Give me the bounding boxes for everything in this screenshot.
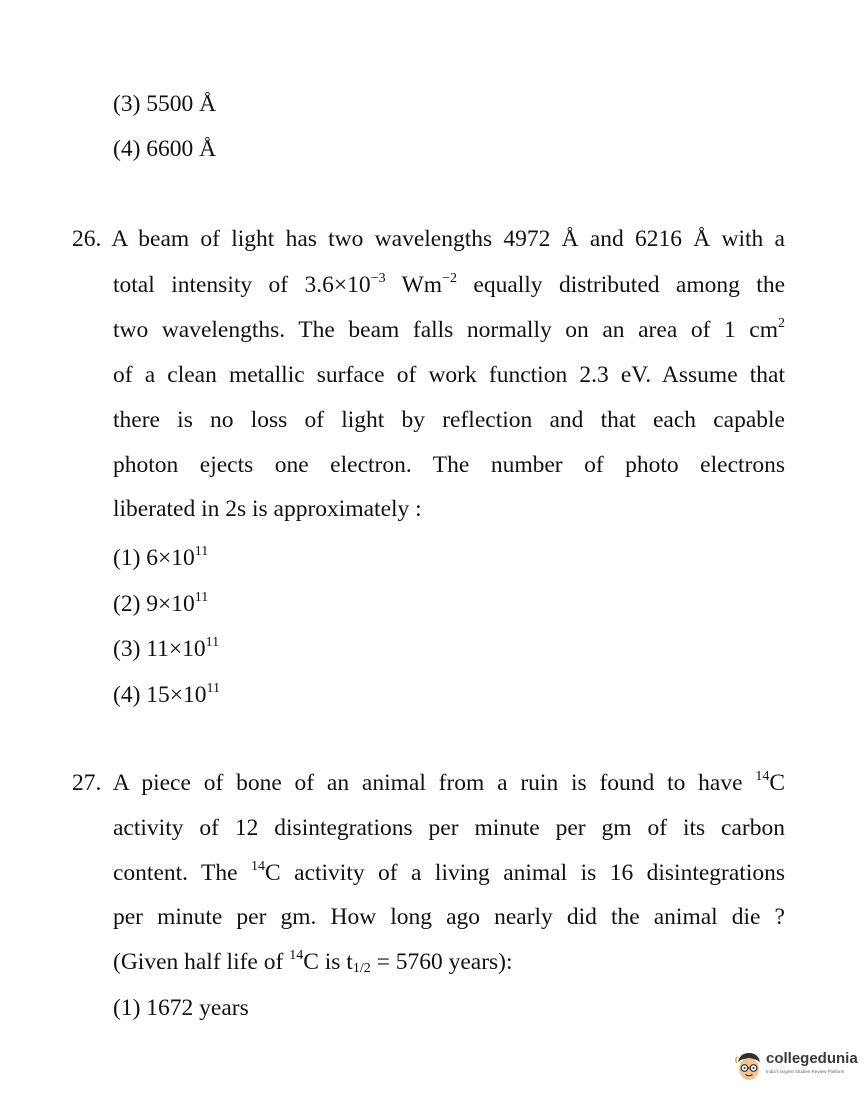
- q27-option-1: (1) 1672 years: [113, 995, 249, 1021]
- q27-line-3: content. The $^{14}$C activity of a living animal is 16 disintegrations: [113, 859, 785, 886]
- q27-line-5: (Given half life of $^{14}$C is $t_{1/2} = 5760$ years):: [113, 948, 513, 976]
- q26-line-3: two wavelengths. The beam falls normally on an area of 1 $cm^2$: [113, 316, 785, 343]
- q25-option-4: (4) 6600 Å: [113, 136, 217, 162]
- q26-line-6: photon ejects one electron. The number of photo electrons: [113, 452, 785, 478]
- logo-tagline: India's largest Student Review Platform: [766, 1069, 845, 1074]
- q26-option-2: (2) $9\times 10^{11}$: [113, 590, 209, 617]
- q26-line-2: total intensity of $3.6\times 10^{-3}$ $Wm^{-2}$ equally distributed among the: [113, 271, 786, 298]
- q26-line-7: liberated in 2s is approximately :: [113, 496, 422, 522]
- q26-line-4: of a clean metallic surface of work function 2.3 eV. Assume that: [113, 362, 785, 388]
- q27-line-4: per minute per gm. How long ago nearly did the animal die ?: [113, 904, 785, 930]
- collegedunia-logo: [734, 1046, 858, 1086]
- logo-wordmark: collegedunia: [766, 1050, 858, 1067]
- mascot-icon: [734, 1050, 764, 1082]
- q26-option-4: (4) $15\times 10^{11}$: [113, 681, 221, 708]
- q26-option-1: (1) $6\times 10^{11}$: [113, 544, 209, 571]
- q27-line-2: activity of 12 disintegrations per minute per gm of its carbon: [113, 815, 785, 841]
- q25-option-3: (3) 5500 Å: [113, 91, 217, 117]
- q26-line-1: 26. A beam of light has two wavelengths 4972 Å and 6216 Å with a: [72, 226, 785, 252]
- q27-line-1: 27. A piece of bone of an animal from a ruin is found to have $^{14}$C: [72, 769, 785, 796]
- q26-line-5: there is no loss of light by reflection and that each capable: [113, 407, 785, 433]
- q26-option-3: (3) $11\times 10^{11}$: [113, 635, 220, 662]
